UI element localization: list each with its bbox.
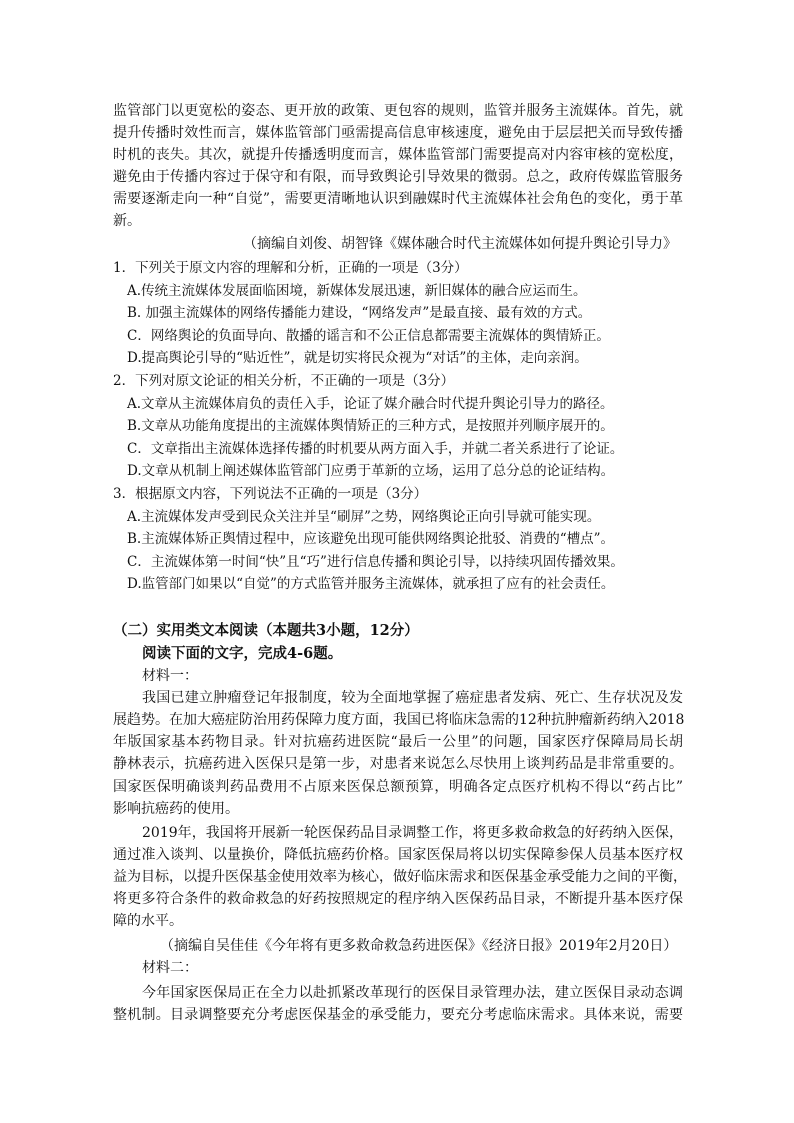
question-3-option-a: A.主流媒体发声受到民众关注并呈“刷屏”之势，网络舆论正向引导就可能实现。 [127, 509, 601, 525]
material-1-line: 国家医保明确谈判药品费用不占原来医保总额预算，明确各定点医疗机构不得以“药占比” [113, 779, 683, 795]
material-2-label: 材料二： [142, 960, 198, 976]
question-2-option-a: A.文章从主流媒体肩负的责任入手，论证了媒介融合时代提升舆论引导力的路径。 [127, 396, 614, 412]
question-3-option-b: B.主流媒体矫正舆情过程中，应该避免出现可能供网络舆论批驳、消费的“槽点”。 [127, 531, 615, 547]
material-1-line: 益为目标，以提升医保基金使用效率为核心，做好临床需求和医保基金承受能力之间的平衡， [113, 869, 687, 885]
question-1-option-c: C．网络舆论的负面导向、散播的谣言和不公正信息都需要主流媒体的舆情矫正。 [127, 328, 610, 344]
question-3-option-c: C．主流媒体第一时间“快”且“巧”进行信息传播和舆论引导，以持续巩固传播效果。 [127, 554, 624, 570]
section-2-title: （二）实用类文本阅读（本题共3小题，12分） [113, 622, 419, 639]
question-2-option-c: C．文章指出主流媒体选择传播的时机要从两方面入手，并就二者关系进行了论证。 [127, 441, 624, 457]
question-2-option-b: B.文章从功能角度提出的主流媒体舆情矫正的三种方式，是按照并列顺序展开的。 [127, 418, 614, 434]
passage1-line: 监管部门以更宽松的姿态、更开放的政策、更包容的规则，监管并服务主流媒体。首先，就 [113, 103, 683, 119]
question-2-stem: 2．下列对原文论证的相关分析，不正确的一项是（3分） [113, 373, 455, 389]
passage1-line: 提升传播时效性而言，媒体监管部门亟需提高信息审核速度，避免由于层层把关而导致传播 [113, 125, 683, 141]
section-2-instruction: 阅读下面的文字，完成4-6题。 [142, 645, 343, 662]
material-1-line: 影响抗癌药的使用。 [113, 801, 239, 817]
material-1-line: 2019年，我国将开展新一轮医保药品目录调整工作，将更多救命救急的好药纳入医保， [142, 825, 683, 841]
passage1-line: 新。 [113, 213, 141, 229]
material-2-line: 今年国家医保局正在全力以赴抓紧改革现行的医保目录管理办法，建立医保目录动态调 [142, 985, 683, 1001]
question-1-option-b: B. 加强主流媒体的网络传播能力建设，“网络发声”是最直接、最有效的方式。 [127, 305, 592, 321]
material-2-line: 整机制。目录调整要充分考虑医保基金的承受能力，要充分考虑临床需求。具体来说，需要 [113, 1007, 683, 1023]
material-1-line: 将更多符合条件的救命救急的好药按照规定的程序纳入医保药品目录，不断提升基本医疗保 [113, 891, 683, 907]
question-1-stem: 1．下列关于原文内容的理解和分析，正确的一项是（3分） [113, 260, 468, 276]
question-1-option-d: D.提高舆论引导的“贴近性”，就是切实将民众视为“对话”的主体，走向亲润。 [127, 350, 588, 366]
material-1-line: 通过准入谈判、以量换价，降低抗癌药价格。国家医保局将以切实保障参保人员基本医疗权 [113, 847, 683, 863]
material-1-line: 年版国家基本药物目录。针对抗癌药进医院“最后一公里”的问题，国家医疗保障局局长胡 [113, 734, 683, 750]
material-1-line: 障的水平。 [113, 913, 183, 929]
passage1-line: 时机的丧失。其次，就提升传播透明度而言，媒体监管部门需要提高对内容审核的宽松度， [113, 147, 683, 163]
material-1-line: 静林表示，抗癌药进入医保只是第一步，对患者来说怎么尽快用上谈判药品是非常重要的。 [113, 756, 683, 772]
material-1-line: 我国已建立肿瘤登记年报制度，较为全面地掌握了癌症患者发病、死亡、生存状况及发 [142, 690, 683, 706]
passage1-line: 需要逐渐走向一种“自觉”，需要更清晰地认识到融媒时代主流媒体社会角色的变化，勇于革 [113, 191, 683, 207]
material-1-line: 展趋势。在加大癌症防治用药保障力度方面，我国已将临床急需的12种抗肿瘤新药纳入2018 [113, 712, 685, 728]
passage1-line: 避免由于传播内容过于保守和有限，而导致舆论引导效果的微弱。总之，政府传媒监管服务 [113, 169, 683, 185]
question-3-stem: 3．根据原文内容，下列说法不正确的一项是（3分） [113, 486, 428, 502]
material-1-label: 材料一： [142, 668, 198, 684]
question-1-option-a: A.传统主流媒体发展面临困境，新媒体发展迅速，新旧媒体的融合应运而生。 [127, 283, 587, 299]
question-2-option-d: D.文章从机制上阐述媒体监管部门应勇于革新的立场，运用了总分总的论证结构。 [127, 463, 615, 479]
passage1-source: （摘编自刘俊、胡智锋《媒体融合时代主流媒体如何提升舆论引导力》 [243, 236, 677, 252]
question-3-option-d: D.监管部门如果以“自觉”的方式监管并服务主流媒体，就承担了应有的社会责任。 [127, 576, 615, 592]
material-1-source: （摘编自吴佳佳《今年将有更多救命救急药进医保》《经济日报》2019年2月20日） [160, 938, 678, 954]
